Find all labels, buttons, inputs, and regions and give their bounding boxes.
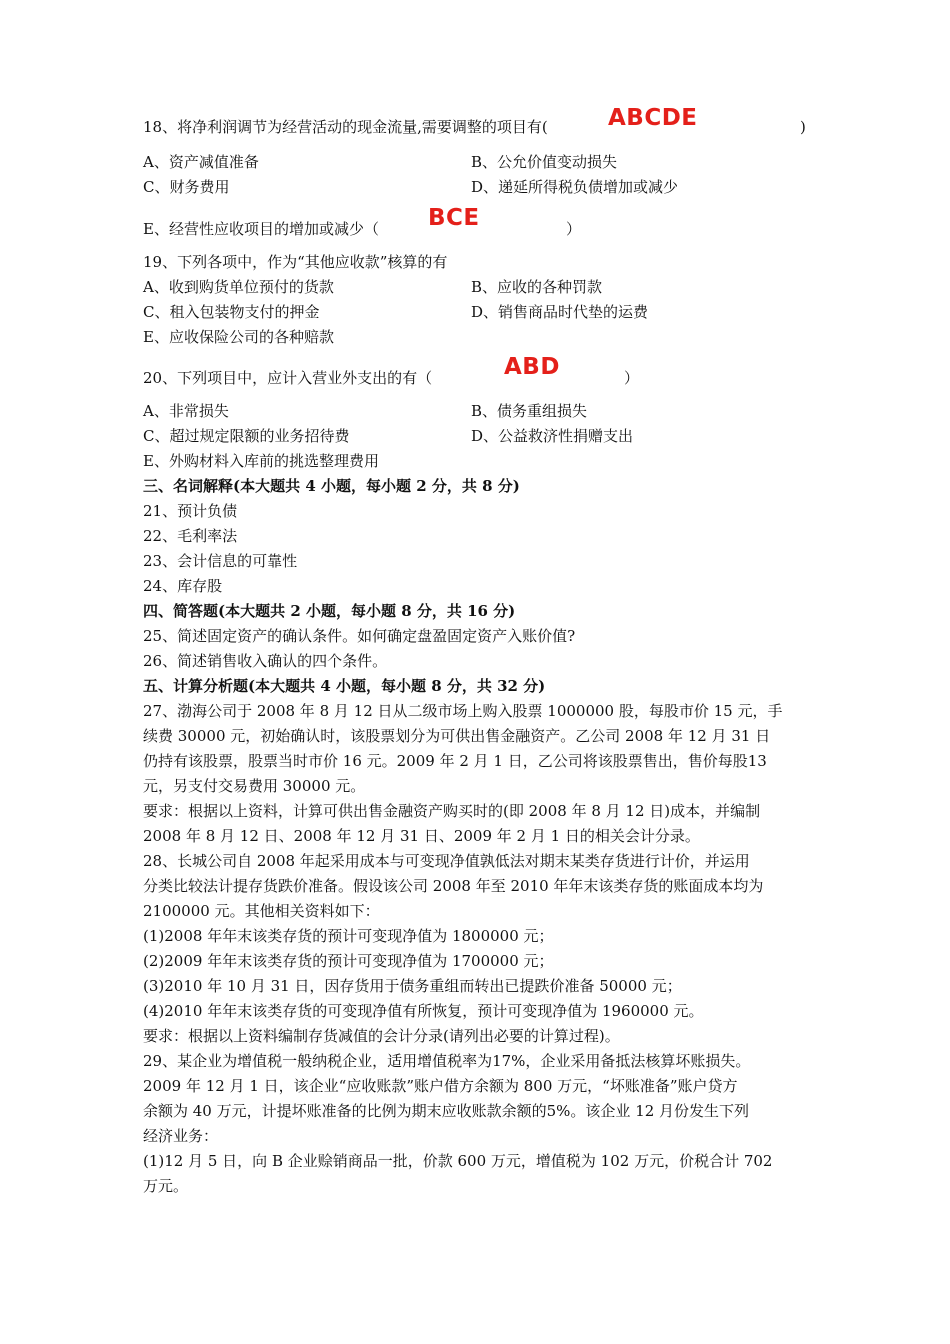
q19-option-c: C、租入包装物支付的押金 <box>143 303 320 321</box>
q27-line: 2008 年 8 月 12 日、2008 年 12 月 31 日、2009 年 2 月 1 日的相关会计分录。 <box>143 827 700 845</box>
q20-option-d: D、公益救济性捐赠支出 <box>471 427 634 445</box>
q27-line: 元，另支付交易费用 30000 元。 <box>143 777 366 795</box>
q29-line: (1)12 月 5 日，向 B 企业赊销商品一批，价款 600 万元，增值税为 102 万元，价税合计 702 <box>143 1152 773 1170</box>
q18-option-a: A、资产减值准备 <box>143 153 259 171</box>
q27-line: 仍持有该股票，股票当时市价 16 元。2009 年 2 月 1 日，乙公司将该股票售出，售价每股13 <box>143 752 767 770</box>
q19-option-e: E、应收保险公司的各种赔款 <box>143 328 334 346</box>
q19-option-a: A、收到购货单位预付的货款 <box>143 278 334 296</box>
q18e-handwritten-answer: BCE <box>428 205 480 231</box>
short-answer-item: 25、简述固定资产的确认条件。如何确定盘盈固定资产入账价值? <box>143 627 576 645</box>
q18-option-c: C、财务费用 <box>143 178 230 196</box>
q18-option-d: D、递延所得税负债增加或减少 <box>471 178 679 196</box>
section3-heading: 三、名词解释(本大题共 4 小题，每小题 2 分，共 8 分) <box>143 477 520 495</box>
q29-line: 2009 年 12 月 1 日，该企业“应收账款”账户借方余额为 800 万元，“坏账准备”账户贷方 <box>143 1077 738 1095</box>
q27-line: 27、渤海公司于 2008 年 8 月 12 日从二级市场上购入股票 1000000 股，每股市价 15 元，手 <box>143 702 783 720</box>
q20-stem: 20、下列项目中，应计入营业外支出的有（ <box>143 369 433 387</box>
term-item: 23、会计信息的可靠性 <box>143 552 298 570</box>
term-item: 24、库存股 <box>143 577 223 595</box>
q27-line: 续费 30000 元，初始确认时，该股票划分为可供出售金融资产。乙公司 2008 年 12 月 31 日 <box>143 727 771 745</box>
q19-option-d: D、销售商品时代垫的运费 <box>471 303 649 321</box>
q28-line: 分类比较法计提存货跌价准备。假设该公司 2008 年至 2010 年年末该类存货的账面成本均为 <box>143 877 764 895</box>
q28-line: 28、长城公司自 2008 年起采用成本与可变现净值孰低法对期末某类存货进行计价，并运用 <box>143 852 750 870</box>
q20-option-e: E、外购材料入库前的挑选整理费用 <box>143 452 379 470</box>
q28-line: 2100000 元。其他相关资料如下： <box>143 902 380 920</box>
q28-line: 要求：根据以上资料编制存货减值的会计分录(请列出必要的计算过程)。 <box>143 1027 620 1045</box>
q18-close-paren: ) <box>800 118 806 136</box>
q28-line: (2)2009 年年末该类存货的预计可变现净值为 1700000 元； <box>143 952 554 970</box>
q20-close-paren: ） <box>624 369 640 387</box>
q18-handwritten-answer: ABCDE <box>608 105 698 131</box>
q29-line: 万元。 <box>143 1177 189 1195</box>
section4-heading: 四、简答题(本大题共 2 小题，每小题 8 分，共 16 分) <box>143 602 516 620</box>
q27-line: 要求：根据以上资料，计算可供出售金融资产购买时的(即 2008 年 8 月 12 日)成本，并编制 <box>143 802 761 820</box>
q20-option-b: B、债务重组损失 <box>471 402 588 420</box>
short-answer-item: 26、简述销售收入确认的四个条件。 <box>143 652 388 670</box>
q28-line: (1)2008 年年末该类存货的预计可变现净值为 1800000 元； <box>143 927 554 945</box>
section5-heading: 五、计算分析题(本大题共 4 小题，每小题 8 分，共 32 分) <box>143 677 546 695</box>
term-item: 22、毛利率法 <box>143 527 238 545</box>
q29-line: 经济业务： <box>143 1127 219 1145</box>
q19-stem: 19、下列各项中，作为“其他应收款”核算的有 <box>143 253 448 271</box>
q29-line: 29、某企业为增值税一般纳税企业，适用增值税率为17%，企业采用备抵法核算坏账损失。 <box>143 1052 751 1070</box>
q20-handwritten-answer: ABD <box>504 354 560 380</box>
q28-line: (3)2010 年 10 月 31 日，因存货用于债务重组而转出已提跌价准备 50000 元； <box>143 977 682 995</box>
q18-stem: 18、将净利润调节为经营活动的现金流量,需要调整的项目有( <box>143 118 548 136</box>
q29-line: 余额为 40 万元，计提坏账准备的比例为期末应收账款余额的5%。该企业 12 月份发生下列 <box>143 1102 750 1120</box>
q28-line: (4)2010 年年末该类存货的可变现净值有所恢复，预计可变现净值为 1960000 元。 <box>143 1002 704 1020</box>
q18e-close-paren: ） <box>566 220 582 238</box>
q19-option-b: B、应收的各种罚款 <box>471 278 603 296</box>
q18-option-b: B、公允价值变动损失 <box>471 153 618 171</box>
q20-option-c: C、超过规定限额的业务招待费 <box>143 427 350 445</box>
q18-option-e: E、经营性应收项目的增加或减少（ <box>143 220 379 238</box>
term-item: 21、预计负债 <box>143 502 238 520</box>
q20-option-a: A、非常损失 <box>143 402 229 420</box>
